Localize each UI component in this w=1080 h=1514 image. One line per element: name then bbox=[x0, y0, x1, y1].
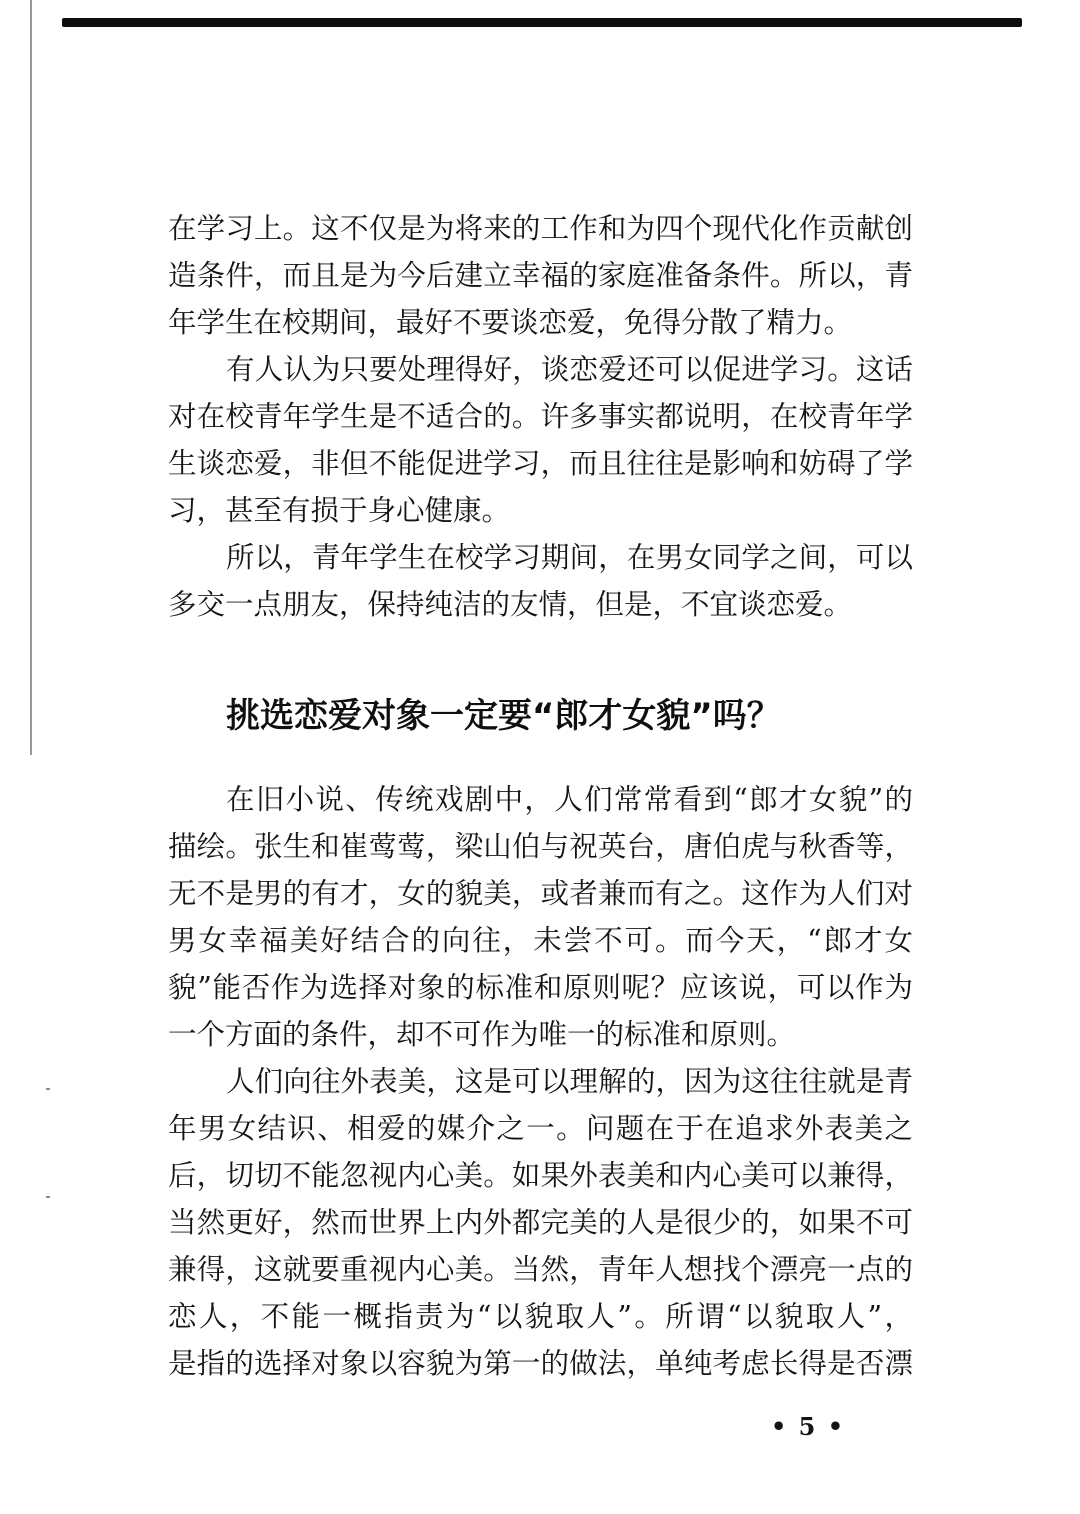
text-line: 貌”能否作为选择对象的标准和原则呢？应该说，可以作为 bbox=[168, 971, 913, 1004]
text-line: 有人认为只要处理得好，谈恋爱还可以促进学习。这话 bbox=[226, 353, 913, 386]
top-rule bbox=[62, 18, 1022, 27]
text-line: 生谈恋爱，非但不能促进学习，而且往往是影响和妨碍了学 bbox=[168, 447, 913, 480]
text-line: 年男女结识、相爱的媒介之一。问题在于在追求外表美之 bbox=[168, 1112, 913, 1145]
text-line: 人们向往外表美，这是可以理解的，因为这往往就是青 bbox=[226, 1065, 913, 1098]
binding-edge-line bbox=[30, 0, 32, 755]
text-line: 对在校青年学生是不适合的。许多事实都说明，在校青年学 bbox=[168, 400, 913, 433]
text-line: 所以，青年学生在校学习期间，在男女同学之间，可以 bbox=[226, 541, 913, 574]
scan-speck bbox=[46, 1088, 50, 1090]
text-line: 描绘。张生和崔莺莺，梁山伯与祝英台，唐伯虎与秋香等， bbox=[168, 830, 913, 863]
text-line: 男女幸福美好结合的向往，未尝不可。而今天，“郎才女 bbox=[168, 924, 913, 957]
page-number: • 5 • bbox=[770, 1412, 846, 1441]
paragraph-block-2 bbox=[168, 776, 913, 1387]
text-line: 在学习上。这不仅是为将来的工作和为四个现代化作贡献创 bbox=[168, 212, 913, 245]
text-line: 在旧小说、传统戏剧中，人们常常看到“郎才女貌”的 bbox=[226, 783, 913, 816]
paragraph-block-1 bbox=[168, 205, 913, 628]
text-line: 一个方面的条件，却不可作为唯一的标准和原则。 bbox=[168, 1018, 796, 1051]
text-line: 年学生在校期间，最好不要谈恋爱，免得分散了精力。 bbox=[168, 306, 853, 339]
text-line: 兼得，这就要重视内心美。当然，青年人想找个漂亮一点的 bbox=[168, 1253, 913, 1286]
scan-speck bbox=[46, 1196, 50, 1198]
text-line: 无不是男的有才，女的貌美，或者兼而有之。这作为人们对 bbox=[168, 877, 913, 910]
text-line: 是指的选择对象以容貌为第一的做法，单纯考虑长得是否漂 bbox=[168, 1347, 913, 1380]
text-line: 当然更好，然而世界上内外都完美的人是很少的，如果不可 bbox=[168, 1206, 913, 1239]
text-line: 造条件，而且是为今后建立幸福的家庭准备条件。所以，青 bbox=[168, 259, 913, 292]
section-heading: 挑选恋爱对象一定要“郎才女貌”吗？ bbox=[226, 696, 781, 736]
text-line: 多交一点朋友，保持纯洁的友情，但是，不宜谈恋爱。 bbox=[168, 588, 853, 621]
text-line: 后，切切不能忽视内心美。如果外表美和内心美可以兼得， bbox=[168, 1159, 913, 1192]
text-line: 习，甚至有损于身心健康。 bbox=[168, 494, 511, 527]
text-line: 恋人，不能一概指责为“以貌取人”。所谓“以貌取人”， bbox=[168, 1300, 913, 1333]
